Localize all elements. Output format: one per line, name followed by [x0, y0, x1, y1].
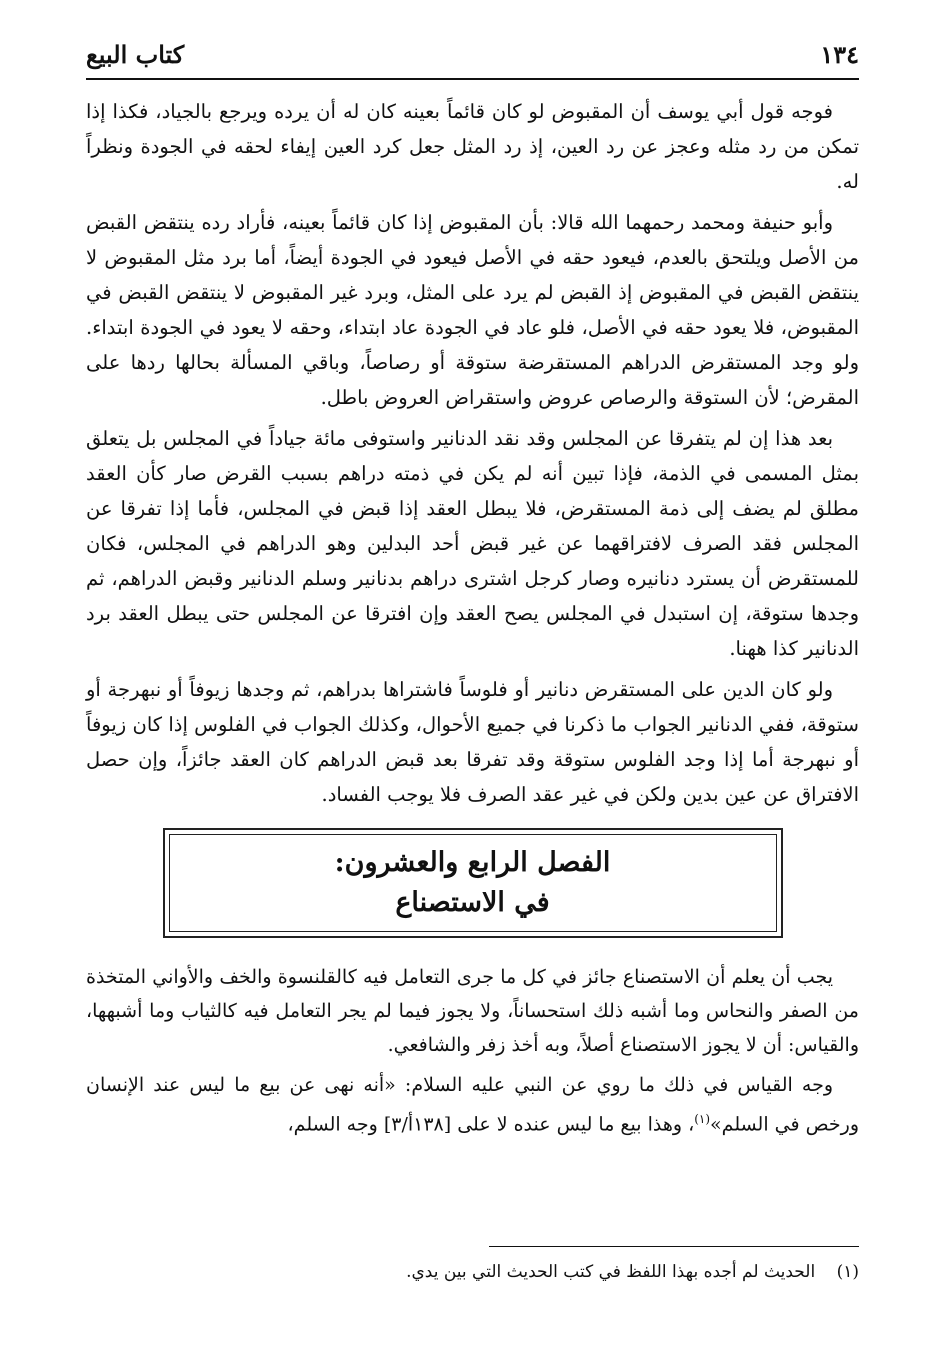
- footnote-divider: [489, 1246, 859, 1247]
- footnote-text: الحديث لم أجده بهذا اللفظ في كتب الحديث التي بين يدي.: [406, 1262, 816, 1282]
- chapter-title: الفصل الرابع والعشرون:: [334, 847, 611, 878]
- footnote: [86, 1258, 859, 1286]
- paragraph-6-text-a: وجه القياس في ذلك ما روي عن النبي عليه السلام: «أنه نهى عن بيع ما ليس عند الإنسان ورخص في السلم»: [86, 1074, 859, 1136]
- chapter-heading-inner: [169, 834, 777, 932]
- paragraph-2: وأبو حنيفة ومحمد رحمهما الله قالا: بأن المقبوض إذا كان قائماً بعينه، فأراد رده ينتقض القبض من الأصل ويلتحق بالعدم، فيعود حقه في الأصل فيعود في الجودة أيضاً، أما برد مثل المقبوض لا ينتقض القبض في المقبوض إذ القبض لم يرد على المثل، وبرد غير المقبوض لا ينتقض القبض في المقبوض، فلا يعود حقه في الأصل، فلو عاد في الجودة عاد ابتداء، وحقه لا يعود في الجودة ابتداء. ولو وجد المستقرض الدراهم المستقرضة ستوقة أو رصاصاً، وباقي المسألة بحالها ردها على المقرض؛ لأن الستوقة والرصاص عروض واستقراض العروض باطل.: [86, 211, 860, 409]
- paragraph-4: ولو كان الدين على المستقرض دنانير أو فلوساً فاشتراها بدراهم، ثم وجدها زيوفاً أو نبهرجة أو ستوقة، ففي الدنانير الجواب ما ذكرنا في جميع الأحوال، وكذلك الجواب في الفلوس إذا كان زيوفاً أو نبهرجة أما إذا وجد الفلوس ستوقة وقد تفرقا بعد قبض الدراهم كان العقد جائزاً، وإن حصل الافتراق عن عين بدين ولكن في غير عقد الصرف فلا يوجب الفساد.: [86, 678, 859, 806]
- footnote-number: (١): [836, 1262, 859, 1282]
- book-title: كتاب البيع: [86, 40, 185, 69]
- paragraph-6: [86, 1068, 859, 1141]
- chapter-subtitle: في الاستصناع: [395, 887, 550, 918]
- book-page: [86, 38, 859, 1364]
- paragraph-1: فوجه قول أبي يوسف أن المقبوض لو كان قائماً بعينه كان له أن يرده ويرجع بالجياد، فكذا إذا تمكن من رد مثله وعجز عن رد العين، إذ رد المثل جعل كرد العين إيفاء لحقه في الجودة ونظراً له.: [86, 100, 859, 193]
- paragraph-3: بعد هذا إن لم يتفرقا عن المجلس وقد نقد الدنانير واستوفى مائة جياداً في المجلس بل يتعلق بمثل المسمى في الذمة، فإذا تبين أنه لم يكن في ذمته دراهم بسبب القرض صار كأن العقد مطلق لم يضف إلى ذمة المستقرض، فلا يبطل العقد إذا قبض في المجلس، فأما إذا تفرقا عن المجلس فقد الصرف لافتراقهما عن غير قبض أحد البدلين وهو الدراهم في المجلس، فكان للمستقرض أن يسترد دنانيره وصار كرجل اشترى دراهم بدنانير وسلم الدنانير وقبض الدراهم، ثم وجدها ستوقة، إن استبدل في المجلس يصح العقد وإن افترقا عن المجلس حتى يبطل العقد برد الدنانير كذا ههنا.: [86, 427, 859, 660]
- paragraph-6-text-b: ، وهذا بيع ما ليس عنده لا على [١٣٨أ/٣] وجه السلم،: [287, 1113, 695, 1136]
- running-header: [86, 38, 859, 80]
- chapter-heading-box: [163, 828, 783, 938]
- main-text: [86, 94, 859, 1141]
- paragraph-5: يجب أن يعلم أن الاستصناع جائز في كل ما جرى التعامل فيه كالقلنسوة والخف والأواني المتخذة من الصفر والنحاس وما أشبه ذلك استحساناً، ولا يجوز فيما لم يجر التعامل فيه كالثياب وما أشبهها، والقياس: أن لا يجوز الاستصناع أصلاً، وبه أخذ زفر والشافعي.: [86, 966, 859, 1056]
- footnote-reference[interactable]: (١): [694, 1112, 711, 1126]
- page-number: ١٣٤: [820, 40, 859, 69]
